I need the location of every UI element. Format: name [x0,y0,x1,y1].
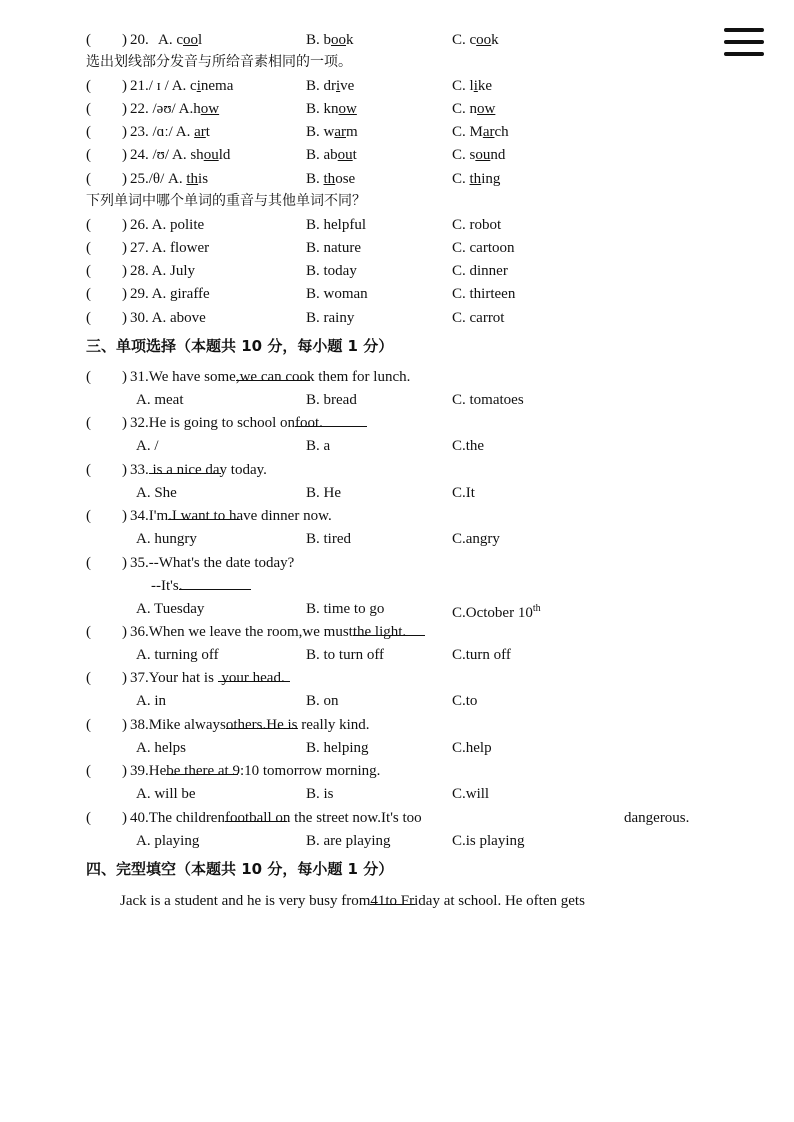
option-a: A. She [136,485,177,501]
answer-blank[interactable] [226,714,298,729]
option-c: C.will [452,786,490,802]
answer-blank[interactable] [236,366,310,381]
option-b: B. drive [306,78,355,94]
question-35-options [0,598,794,620]
question-number: 21./ ɪ / A. cinema [130,78,234,94]
section-instruction-stress: 下列单词中哪个单词的重音与其他单词不同？ [86,193,366,209]
question-number: 20. [130,32,149,48]
option-b: B. woman [306,286,368,302]
option-c: C. like [452,78,493,94]
option-b: B. today [306,263,357,279]
option-b: B. on [306,693,339,709]
question-36: ( ) 36.When we leave the room,we must the light. [0,621,794,643]
option-b: B. He [306,485,341,501]
question-20: ( ) 20. A. cool B. book C. cook [0,29,794,51]
option-a: A. cinema [171,78,234,94]
option-b: B. are playing [306,833,391,849]
option-a: 30. A. above [130,310,206,326]
option-a: A. playing [136,833,200,849]
answer-blank[interactable] [225,807,287,822]
question-35: ( ) 35.--What's the date today? [86,555,295,571]
question-number: 23. /ɑː/ A. art [130,124,210,140]
blank-number: 41 [370,893,386,909]
option-a: 28. A. July [130,263,196,279]
option-b: B. know [306,101,357,117]
option-a: A. Tuesday [136,601,205,617]
question-29: ( ) 29. A. giraffe B. woman C. thirteen [0,283,794,305]
answer-blank[interactable] [168,505,240,520]
option-b: B. rainy [306,310,355,326]
question-22: ( ) 22. /əʊ/ A.how B. know C. now [0,98,794,120]
option-c: C. thirteen [452,286,516,302]
question-33-options [0,482,794,504]
question-24: ( ) 24. /ʊ/ A. should B. about C. sound [0,144,794,166]
question-39: ( ) 39.He be there at 9:10 tomorrow morning. [0,760,794,782]
option-a: A.how [178,101,220,117]
question-30: ( ) 30. A. above B. rainy C. carrot [0,307,794,329]
option-a: A. cool [158,32,203,48]
option-b: B. helpful [306,217,366,233]
question-number: 25./θ/ A. this [130,171,209,187]
question-27: ( ) 27. A. flower B. nature C. cartoon [0,237,794,259]
option-c: C.to [452,693,478,709]
option-c: C.the [452,438,485,454]
option-a: A. meat [136,392,184,408]
option-c: C. cook [452,32,499,48]
option-c: C.turn off [452,647,511,663]
option-b: B. time to go [306,601,385,617]
question-number: 22. /əʊ/ A.how [130,101,220,117]
option-b: B. nature [306,240,361,256]
question-34: ( ) 34.I'm .I want to have dinner now. [0,505,794,527]
option-a: A. this [168,171,209,187]
option-c: C.angry [452,531,500,547]
question-25: ( ) 25./θ/ A. this B. those C. thing [0,168,794,190]
answer-blank[interactable] [179,575,251,590]
option-b: B. tired [306,531,351,547]
option-a: A. in [136,693,166,709]
option-a: 29. A. giraffe [130,286,210,302]
question-35-line2: --It's . [0,575,794,597]
option-b: B. warm [306,124,358,140]
question-40-tail: dangerous. [624,810,690,826]
section-title-multiple-choice: 三、单项选择（本题共 10 分，每小题 1 分） [86,337,394,355]
option-a: A. will be [136,786,196,802]
section-title-cloze: 四、完型填空（本题共 10 分，每小题 1 分） [86,860,394,878]
option-c: C. thing [452,171,501,187]
option-c: C. carrot [452,310,505,326]
option-b: B. bread [306,392,357,408]
option-c: C. cartoon [452,240,515,256]
option-c: C.help [452,740,492,756]
option-c: C. March [452,124,509,140]
question-40-options [0,830,794,852]
option-c: C.is playing [452,833,525,849]
question-23: ( ) 23. /ɑː/ A. art B. warm C. March [0,121,794,143]
question-26: ( ) 26. A. polite B. helpful C. robot [0,214,794,236]
option-a: 26. A. polite [130,217,205,233]
answer-blank[interactable] [166,760,238,775]
question-34-options [0,528,794,550]
question-37: ( ) 37.Your hat is your head. [0,667,794,689]
option-a: A. helps [136,740,186,756]
question-33: ( ) 33. is a nice day today. [0,459,794,481]
answer-blank[interactable] [295,412,367,427]
option-b: B. about [306,147,357,163]
answer-blank[interactable] [385,890,415,905]
question-number: 24. /ʊ/ A. should [130,147,231,163]
option-c: C. robot [452,217,502,233]
option-b: B. book [306,32,354,48]
option-b: B. is [306,786,334,802]
option-c: C. tomatoes [452,392,524,408]
question-31: ( ) 31.We have some ,we can cook them for lunch. [0,366,794,388]
option-b: B. a [306,438,331,454]
option-c: C. sound [452,147,506,163]
question-38-options [0,737,794,759]
question-32-options [0,435,794,457]
question-32: ( ) 32.He is going to school on foot. [0,412,794,434]
cloze-passage: Jack is a student and he is very busy from 41 to Friday at school. He often gets [0,890,794,912]
option-a: A. hungry [136,531,197,547]
option-c: C.It [452,485,475,501]
answer-blank[interactable] [218,667,290,682]
question-40: ( ) 40.The children football on the street now.It's too dangerous. [0,807,794,829]
option-c: C.October 10th [452,603,541,621]
answer-blank[interactable] [353,621,425,636]
option-b: B. helping [306,740,369,756]
option-a: A. should [172,147,231,163]
section-instruction-pronunciation: 选出划线部分发音与所给音素相同的一项。 [86,54,352,70]
option-b: B. those [306,171,356,187]
option-a: A. / [136,438,159,454]
option-c: C. now [452,101,496,117]
option-a: A. art [175,124,210,140]
question-31-options [0,389,794,411]
question-36-options [0,644,794,666]
option-a: 27. A. flower [130,240,210,256]
option-a: A. turning off [136,647,219,663]
option-c: C. dinner [452,263,508,279]
answer-blank[interactable] [149,459,221,474]
question-21: ( ) 21./ ɪ / A. cinema B. drive C. like [0,75,794,97]
question-38: ( ) 38.Mike always others.He is really kind. [0,714,794,736]
question-39-options [0,783,794,805]
question-37-options [0,690,794,712]
question-28: ( ) 28. A. July B. today C. dinner [0,260,794,282]
option-b: B. to turn off [306,647,385,663]
